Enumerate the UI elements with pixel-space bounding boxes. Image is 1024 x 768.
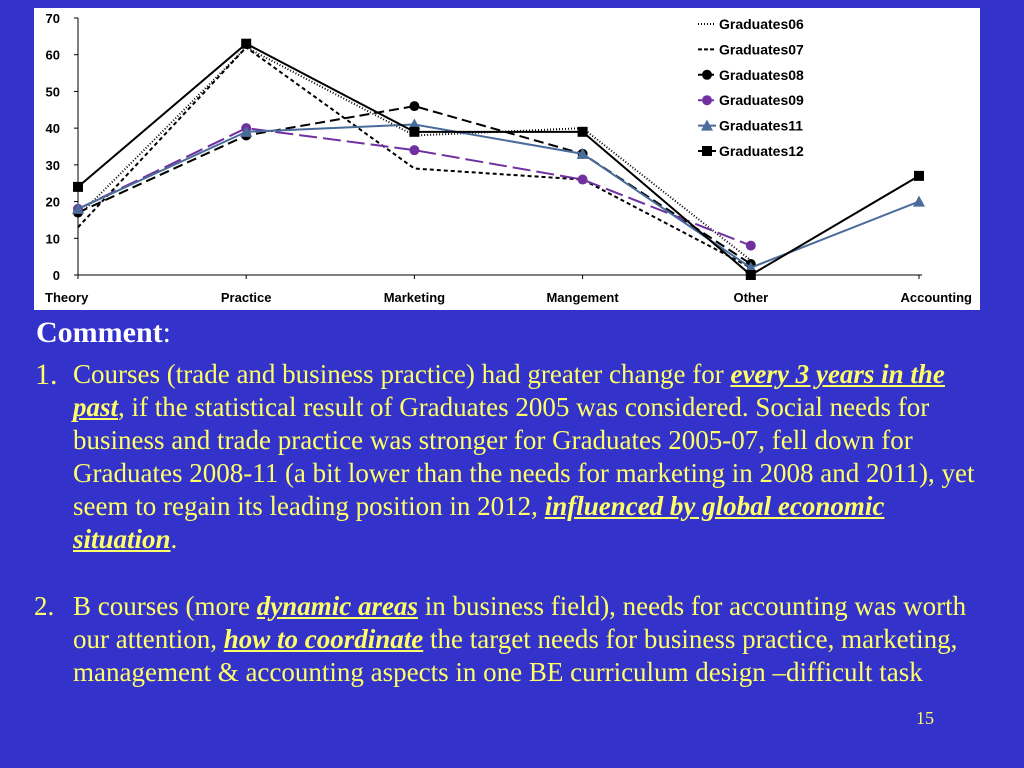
legend-label: Graduates09 [719, 92, 804, 109]
data-point-graduates11 [913, 196, 925, 207]
x-category-label: Accounting [900, 290, 972, 305]
data-point-graduates12 [914, 171, 924, 181]
comment-heading-text: Comment [36, 316, 163, 349]
item-1-emphasis-a: every 3 years in the past [73, 359, 945, 422]
x-category-label: Other [733, 290, 769, 305]
y-tick-label: 30 [45, 157, 60, 173]
comment-item-2 [34, 590, 993, 689]
line-chart [34, 8, 980, 310]
legend-swatch-marker [702, 70, 712, 80]
legend-label: Graduates11 [719, 117, 804, 134]
data-point-graduates09 [746, 241, 756, 251]
data-point-graduates08 [409, 101, 419, 111]
data-point-graduates12 [409, 127, 419, 137]
slide-number: 15 [916, 708, 934, 728]
comment-heading-colon: : [162, 316, 171, 349]
y-tick-label: 20 [45, 194, 60, 210]
item-2-text-b: in business field), needs for accounting was worth our attention, [73, 591, 967, 654]
item-2-text-a: B courses (more [73, 591, 257, 621]
legend-swatch-marker [702, 146, 712, 156]
x-category-label: Practice [220, 290, 272, 305]
legend-label: Graduates07 [719, 41, 804, 58]
data-point-graduates12 [73, 182, 83, 192]
data-point-graduates09 [578, 175, 588, 185]
y-tick-label: 70 [45, 11, 60, 26]
y-tick-label: 60 [45, 47, 60, 63]
y-tick-label: 50 [45, 84, 60, 100]
item-1-text-a: Courses (trade and business practice) had greater change for [73, 359, 731, 389]
item-2-emphasis-a: dynamic areas [256, 591, 418, 621]
legend-swatch-marker [702, 95, 712, 105]
data-point-graduates12 [578, 127, 588, 137]
comment-heading [36, 316, 171, 350]
data-point-graduates12 [746, 270, 756, 280]
item-1-emphasis-b: influenced by global economic situation [73, 491, 885, 554]
item-2-text-c: the target needs for business practice, marketing, management & accounting aspects in one BE curriculum design –difficult task [73, 624, 958, 687]
x-category-label: Marketing [383, 290, 446, 305]
item-1-number: 1. [35, 358, 58, 391]
comment-item-1 [35, 358, 993, 556]
y-tick-label: 40 [45, 121, 60, 137]
legend-label: Graduates12 [719, 143, 804, 159]
chart-svg [34, 8, 980, 310]
legend-label: Graduates08 [719, 66, 804, 83]
x-category-label: Theory [45, 290, 89, 305]
series-line-graduates07 [78, 47, 751, 267]
item-2-number: 2. [34, 591, 55, 621]
data-point-graduates12 [241, 39, 251, 49]
item-1-text-c: . [170, 524, 178, 554]
y-tick-label: 0 [52, 268, 60, 283]
data-point-graduates09 [409, 145, 419, 155]
y-tick-label: 10 [45, 231, 60, 247]
legend-label: Graduates06 [719, 16, 804, 32]
item-1-text-b: , if the statistical result of Graduates 2005 was considered. Social needs for business and trade practice was stronger for Graduates 2005-07, fell down for Graduates 2008-11 (a bit lower than the needs for marketing in 2008 and 2011), yet seem to regain its leading position in 2012, [73, 392, 975, 521]
x-category-label: Mangement [546, 290, 619, 305]
item-2-emphasis-b: how to coordinate [223, 624, 424, 654]
